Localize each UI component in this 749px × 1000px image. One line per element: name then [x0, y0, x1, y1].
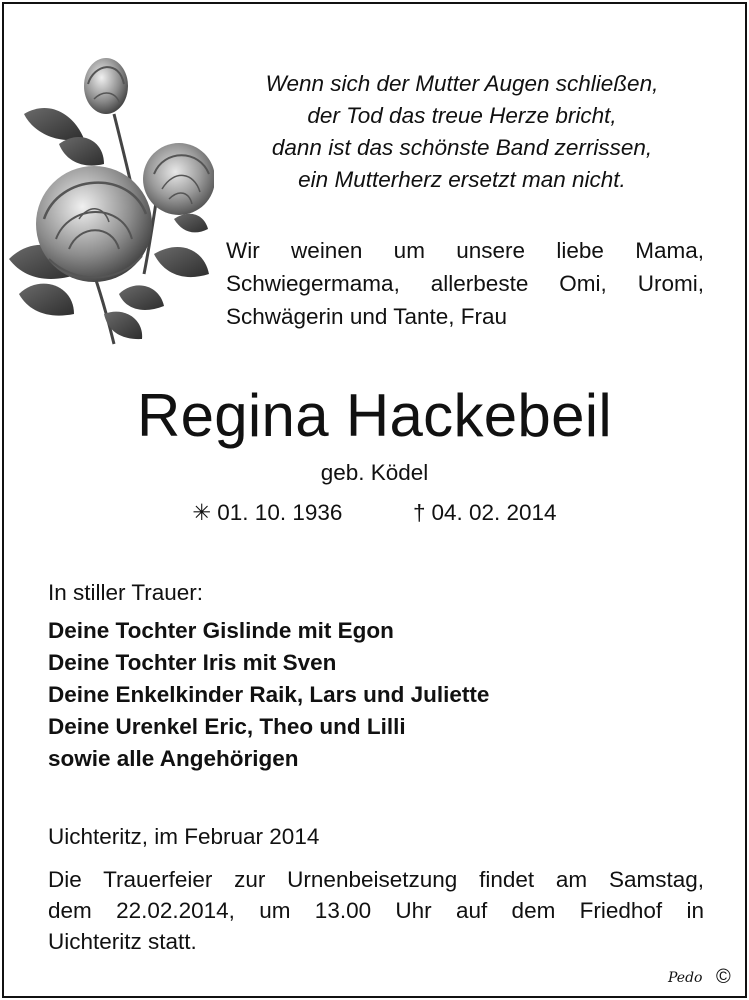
- mourner-line: Deine Urenkel Eric, Theo und Lilli: [48, 714, 406, 739]
- life-dates: [0, 498, 749, 528]
- poem-line: Wenn sich der Mutter Augen schließen,: [265, 71, 659, 96]
- intro-line: Schwiegermama, allerbeste Omi, Uromi,: [226, 271, 704, 296]
- roses-icon: [4, 44, 214, 349]
- mourner-line: Deine Enkelkinder Raik, Lars und Juliette: [48, 682, 490, 707]
- funeral-info: [48, 864, 704, 957]
- intro-line: Schwägerin und Tante, Frau: [226, 304, 508, 329]
- poem-line: dann ist das schönste Band zerrissen,: [271, 135, 653, 160]
- birth-date: 01. 10. 1936: [217, 500, 343, 525]
- poem-line: der Tod das treue Herze bricht,: [307, 103, 617, 128]
- mourning-heading: In stiller Trauer:: [48, 580, 204, 605]
- intro-line: Wir weinen um unsere liebe Mama,: [226, 238, 704, 263]
- death-date: 04. 02. 2014: [431, 500, 557, 525]
- copyright-icon: ©: [716, 966, 731, 988]
- designer-signature: Pedo: [668, 970, 703, 986]
- poem-line: ein Mutterherz ersetzt man nicht.: [298, 167, 626, 192]
- mourners-list: [48, 615, 489, 775]
- death-cross-icon: †: [412, 500, 426, 525]
- poem: [222, 68, 702, 196]
- place-date: Uichteritz, im Februar 2014: [48, 824, 320, 849]
- funeral-line: Uichteritz statt.: [48, 929, 197, 954]
- mourner-line: Deine Tochter Iris mit Sven: [48, 650, 337, 675]
- mourner-line: sowie alle Angehörigen: [48, 746, 299, 771]
- funeral-line: dem 22.02.2014, um 13.00 Uhr auf dem Friedhof in: [48, 898, 704, 923]
- funeral-line: Die Trauerfeier zur Urnenbeisetzung findet am Samstag,: [48, 867, 704, 892]
- mourner-line: Deine Tochter Gislinde mit Egon: [48, 618, 394, 643]
- deceased-name: Regina Hackebeil: [136, 382, 613, 449]
- intro-text: [226, 234, 704, 333]
- birth-name: geb. Ködel: [320, 460, 429, 485]
- birth-star-icon: ✳: [192, 500, 212, 525]
